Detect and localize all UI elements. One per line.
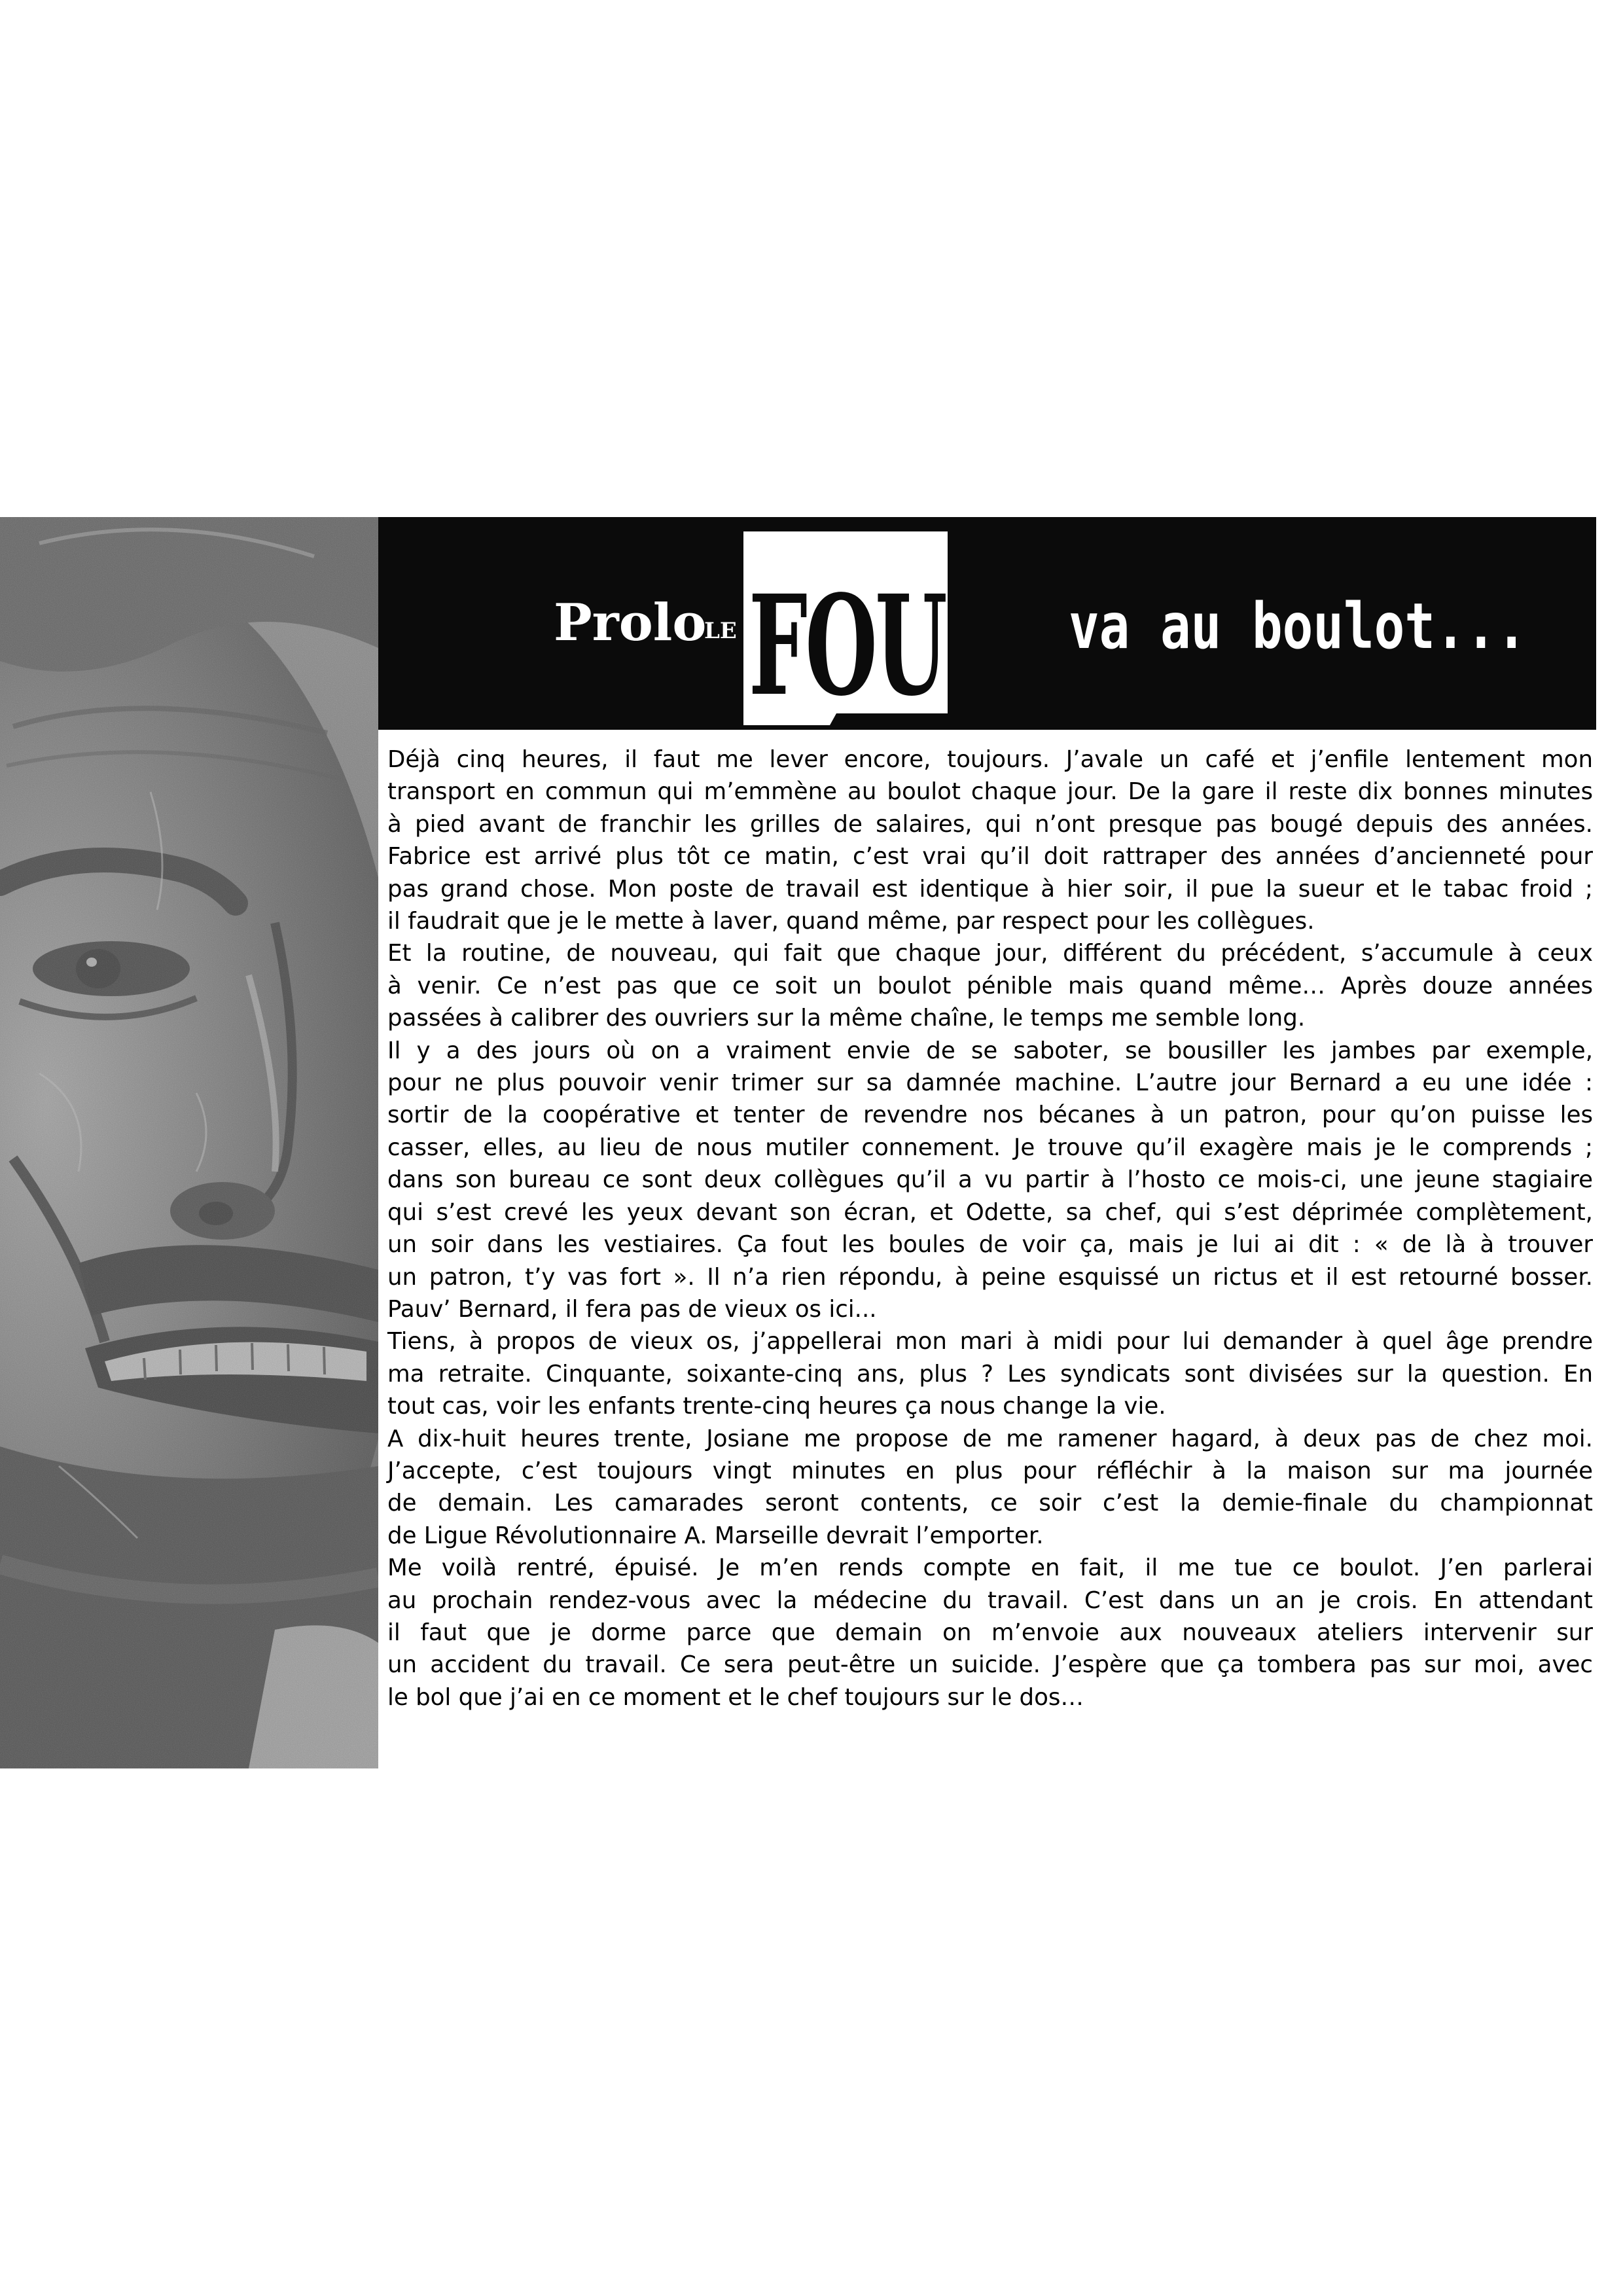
article-line: Déjà cinq heures, il faut me lever encore, toujours. J’avale un café et j’enfile lentement mon [387,746,1593,773]
article-line: un accident du travail. Ce sera peut-être un suicide. J’espère que ça tombera pas sur moi, avec [387,1651,1593,1679]
article-line: dans son bureau ce sont deux collègues qu’il a vu partir à l’hosto ce mois-ci, une jeune stagiaire [387,1166,1593,1194]
article-line: il faut que je dorme parce que demain on m’envoie aux nouveaux ateliers intervenir sur [387,1619,1593,1646]
article-line: au prochain rendez-vous avec la médecine du travail. C’est dans un an je crois. En attendant [387,1587,1593,1614]
article-line: Me voilà rentré, épuisé. Je m’en rends compte en fait, il me tue ce boulot. J’en parlerai [387,1554,1593,1582]
article-body [387,744,1593,1713]
article-line: qui s’est crevé les yeux devant son écran, et Odette, sa chef, qui s’est déprimée complètement, [387,1198,1593,1226]
article-line: casser, elles, au lieu de nous mutiler connement. Je trouve qu’il exagère mais je le comprends ; [387,1134,1593,1161]
article-line: Il y a des jours où on a vraiment envie de se saboter, se bousiller les jambes par exemple, [387,1037,1593,1064]
title-prolo: Prolo [554,593,707,653]
article-line: Fabrice est arrivé plus tôt ce matin, c’est vrai qu’il doit rattraper des années d’ancienneté pour [387,843,1593,870]
article-line: le bol que j’ai en ce moment et le chef toujours sur le dos… [387,1683,1084,1711]
article-line: à pied avant de franchir les grilles de salaires, qui n’ont presque pas bougé depuis des années. [387,810,1593,838]
article-line: un patron, t’y vas fort ». Il n’a rien répondu, à peine esquissé un rictus et il est retourné bosser. [387,1263,1593,1291]
article-line: un soir dans les vestiaires. Ça fout les boules de voir ça, mais je lui ai dit : « de là à trouver [387,1231,1593,1259]
article-line: il faudrait que je le mette à laver, quand même, par respect pour les collègues. [387,908,1315,935]
article-line: transport en commun qui m’emmène au boulot chaque jour. De la gare il reste dix bonnes minutes [387,778,1593,806]
article-line: J’accepte, c’est toujours vingt minutes en plus pour réfléchir à la maison sur ma journée [387,1457,1593,1484]
article-line: à venir. Ce n’est pas que ce soit un boulot pénible mais quand même… Après douze années [387,972,1593,999]
title-fou: FOU [749,565,946,726]
article-line: Et la routine, de nouveau, qui fait que chaque jour, différent du précédent, s’accumule à ceux [387,940,1593,967]
article-line: sortir de la coopérative et tenter de revendre nos bécanes à un patron, pour qu’on puisse les [387,1102,1593,1129]
article-line: Pauv’ Bernard, il fera pas de vieux os ici... [387,1295,877,1323]
article-line: A dix-huit heures trente, Josiane me propose de me ramener hagard, à deux pas de chez moi. [387,1425,1593,1452]
title-banner [378,517,1596,730]
article-line: pas grand chose. Mon poste de travail est identique à hier soir, il pue la sueur et le tabac froid ; [387,875,1593,903]
article-line: pour ne plus pouvoir venir trimer sur sa damnée machine. L’autre jour Bernard a eu une idée : [387,1069,1593,1097]
article-line: de demain. Les camarades seront contents, ce soir c’est la demie-finale du championnat [387,1490,1593,1517]
article-line: tout cas, voir les enfants trente-cinq heures ça nous change la vie. [387,1393,1166,1420]
portrait-photo [0,517,378,1768]
article-line: passées à calibrer des ouvriers sur la même chaîne, le temps me semble long. [387,1005,1306,1032]
article-line: ma retraite. Cinquante, soixante-cinq ans, plus ? Les syndicats sont divisées sur la question. En [387,1360,1593,1388]
article-line: Tiens, à propos de vieux os, j’appellerai mon mari à midi pour lui demander à quel âge prendre [387,1328,1593,1355]
title-tail: va au boulot... [1069,590,1527,663]
title-graphic [378,517,1596,730]
portrait-illustration [0,517,378,1768]
title-le: LE [704,618,737,644]
article-line: de Ligue Révolutionnaire A. Marseille devrait l’emporter. [387,1522,1044,1549]
